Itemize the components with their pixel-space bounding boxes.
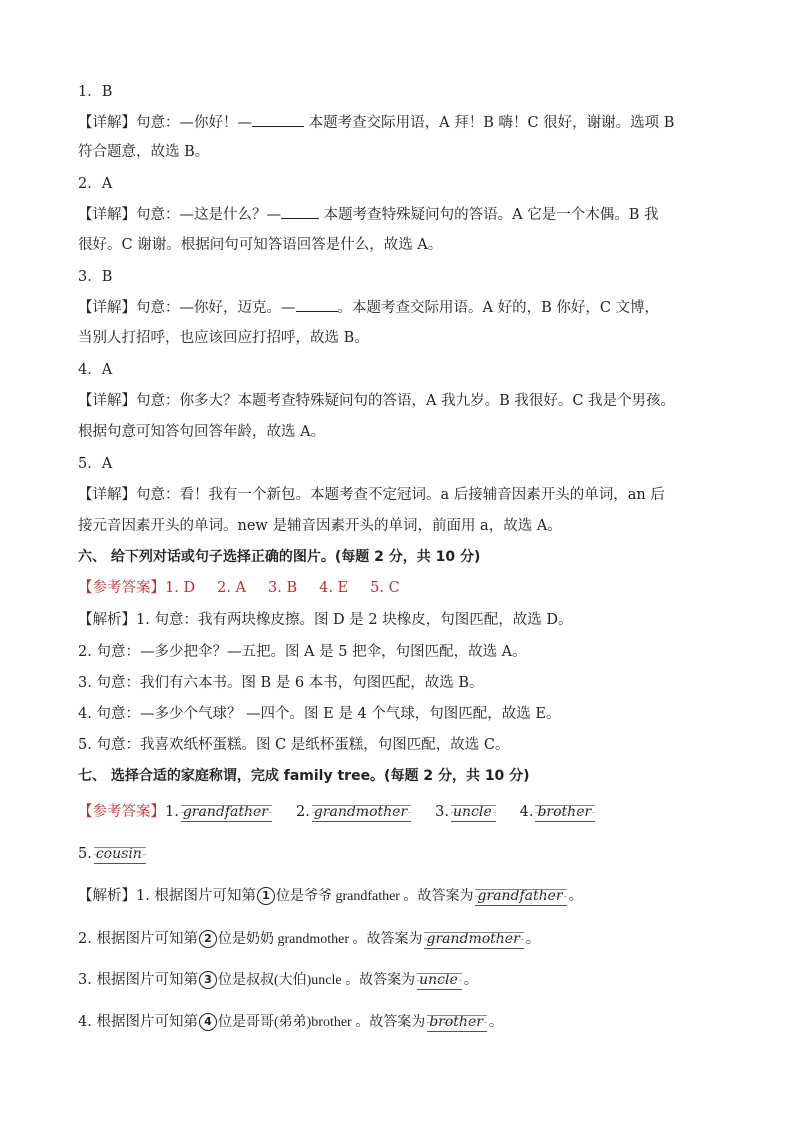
analysis-line: 3. 根据图片可知第 3 位是叔叔(大伯)uncle 。故答案为 uncle 。 (78, 972, 479, 988)
item-number: 4．A (78, 362, 113, 378)
circled-number: 4 (199, 1013, 217, 1031)
handwritten-answer: grandmother (312, 803, 411, 822)
explanation-line: 【详解】句意：你多大？本题考查特殊疑问句的答语，A 我九岁。B 我很好。C 我是个男孩。 (78, 393, 676, 409)
answer-key: 5. cousin (78, 844, 738, 864)
explanation-line: 【详解】句意：—你好！— 本题考查交际用语，A 拜！B 嗨！C 很好，谢谢。选项 B (78, 112, 738, 133)
handwritten-answer: grandfather (181, 803, 272, 822)
explanation-line: 当别人打招呼，也应该回应打招呼，故选 B。 (78, 330, 369, 346)
handwritten-answer: grandmother (424, 930, 523, 949)
analysis-line: 4. 句意：—多少个气球？ —四个。图 E 是 4 个气球，句图匹配，故选 E。 (78, 706, 561, 722)
analysis-line: 5. 句意：我喜欢纸杯蛋糕。图 C 是纸杯蛋糕，句图匹配，故选 C。 (78, 737, 510, 753)
section-heading: 七、 选择合适的家庭称谓，完成 family tree。(每题 2 分，共 10 分) (78, 768, 530, 784)
answer-key: 【参考答案】1. grandfather 2. grandmother 3. uncle 4. brother (78, 802, 738, 822)
circled-number: 2 (199, 930, 217, 948)
answer-blank (281, 204, 319, 219)
explanation-line: 接元音因素开头的单词。new 是辅音因素开头的单词，前面用 a，故选 A。 (78, 518, 562, 534)
explanation-line: 【详解】句意：—这是什么？— 本题考查特殊疑问句的答语。A 它是一个木偶。B 我 (78, 204, 738, 225)
handwritten-answer: uncle (417, 971, 462, 990)
handwritten-answer: brother (535, 803, 595, 822)
explanation-line: 【详解】句意：看！我有一个新包。本题考查不定冠词。a 后接辅音因素开头的单词，an 后 (78, 487, 665, 503)
analysis-line: 【解析】1. 句意：我有两块橡皮擦。图 D 是 2 块橡皮，句图匹配，故选 D。 (78, 612, 573, 628)
handwritten-answer: cousin (94, 845, 146, 864)
explanation-line: 符合题意，故选 B。 (78, 144, 210, 160)
analysis-line: 2. 句意：—多少把伞？—五把。图 A 是 5 把伞，句图匹配，故选 A。 (78, 644, 527, 660)
circled-number: 1 (257, 887, 275, 905)
item-number: 5．A (78, 456, 113, 472)
item-number: 1．B (78, 84, 113, 100)
circled-number: 3 (199, 971, 217, 989)
handwritten-answer: brother (427, 1013, 487, 1032)
answer-blank (252, 112, 304, 127)
handwritten-answer: grandfather (475, 887, 566, 906)
analysis-line: 4. 根据图片可知第 4 位是哥哥(弟弟)brother 。故答案为 brother 。 (78, 1014, 504, 1030)
section-heading: 六、 给下列对话或句子选择正确的图片。(每题 2 分，共 10 分) (78, 549, 481, 565)
item-number: 3．B (78, 269, 113, 285)
explanation-line: 很好。C 谢谢。根据问句可知答语回答是什么，故选 A。 (78, 237, 443, 253)
analysis-line: 【解析】1. 根据图片可知第 1 位是爷爷 grandfather 。故答案为 grandfather 。 (78, 888, 584, 904)
explanation-line: 【详解】句意：—你好，迈克。— 。本题考查交际用语。A 好的，B 你好，C 文博， (78, 297, 738, 318)
answer-blank (296, 297, 338, 312)
explanation-line: 根据句意可知答句回答年龄，故选 A。 (78, 424, 326, 440)
handwritten-answer: uncle (451, 803, 496, 822)
item-number: 2．A (78, 176, 113, 192)
analysis-line: 3. 句意：我们有六本书。图 B 是 6 本书，句图匹配，故选 B。 (78, 675, 484, 691)
answer-key: 【参考答案】1. D 2. A 3. B 4. E 5. C (78, 580, 400, 596)
analysis-line: 2. 根据图片可知第 2 位是奶奶 grandmother 。故答案为 grandmother 。 (78, 931, 541, 947)
